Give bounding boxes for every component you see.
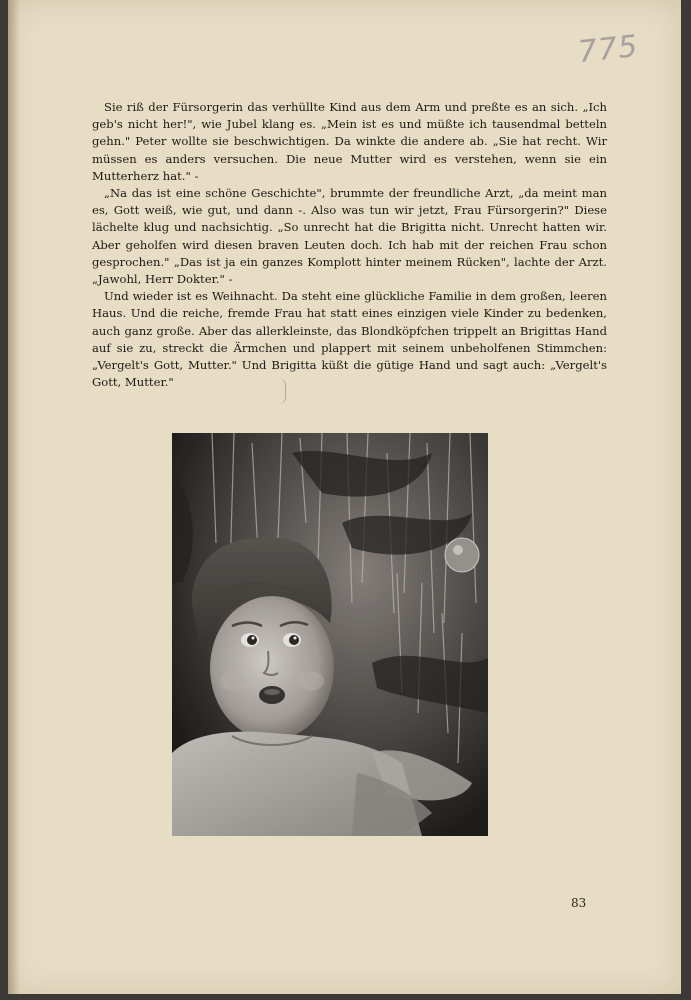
page-number: 83 [571,896,587,910]
archive-number: 775 [576,28,640,71]
child-photo [172,433,488,836]
binding-shadow [8,0,20,994]
child-photo-illustration [172,433,488,836]
pencil-mark [279,378,286,404]
paragraph-1: Sie riß der Fürsorgerin das verhüllte Kind aus dem Arm und preßte es an sich. „Ich geb's nicht her!", wie Jubel klang es. „Mein ist es und müßte ich tausendmal betteln gehn." Peter wollte sie beschwichtigen. Da winkte die andere ab. „Sie hat recht. Wir müssen es anders versuchen. Die neue Mutter wird es verstehen, wenn sie ein Mutterherz hat." - [92,100,607,183]
paragraph-2: „Na das ist eine schöne Geschichte", brummte der freundliche Arzt, „da meint man es, Gott weiß, wie gut, und dann -. Also was tun wir jetzt, Frau Fürsorgerin?" Diese lächelte klug und nachsichtig. „So unrecht hat die Brigitta nicht. Unrecht hatten wir. Aber geholfen wird diesen braven Leuten doch. Ich hab mit der reichen Frau schon gesprochen." „Das ist ja ein ganzes Komplott hinter meinem Rücken", lachte der Arzt. „Jawohl, Herr Dokter." - [92,186,607,287]
story-text [92,99,607,391]
paragraph-3: Und wieder ist es Weihnacht. Da steht eine glückliche Familie in dem großen, leeren Haus. Und die reiche, fremde Frau hat statt eines einzigen viele Kinder zu bedenken, auch ganz große. Aber das allerkleinste, das Blondköpfchen trippelt an Brigittas Hand auf sie zu, streckt die Ärmchen und plappert mit seinem unbeholfenen Stimmchen: „Vergelt's Gott, Mutter." Und Brigitta küßt die gütige Hand und sagt auch: „Vergelt's Gott, Mutter." [92,289,607,390]
book-page [8,0,681,994]
